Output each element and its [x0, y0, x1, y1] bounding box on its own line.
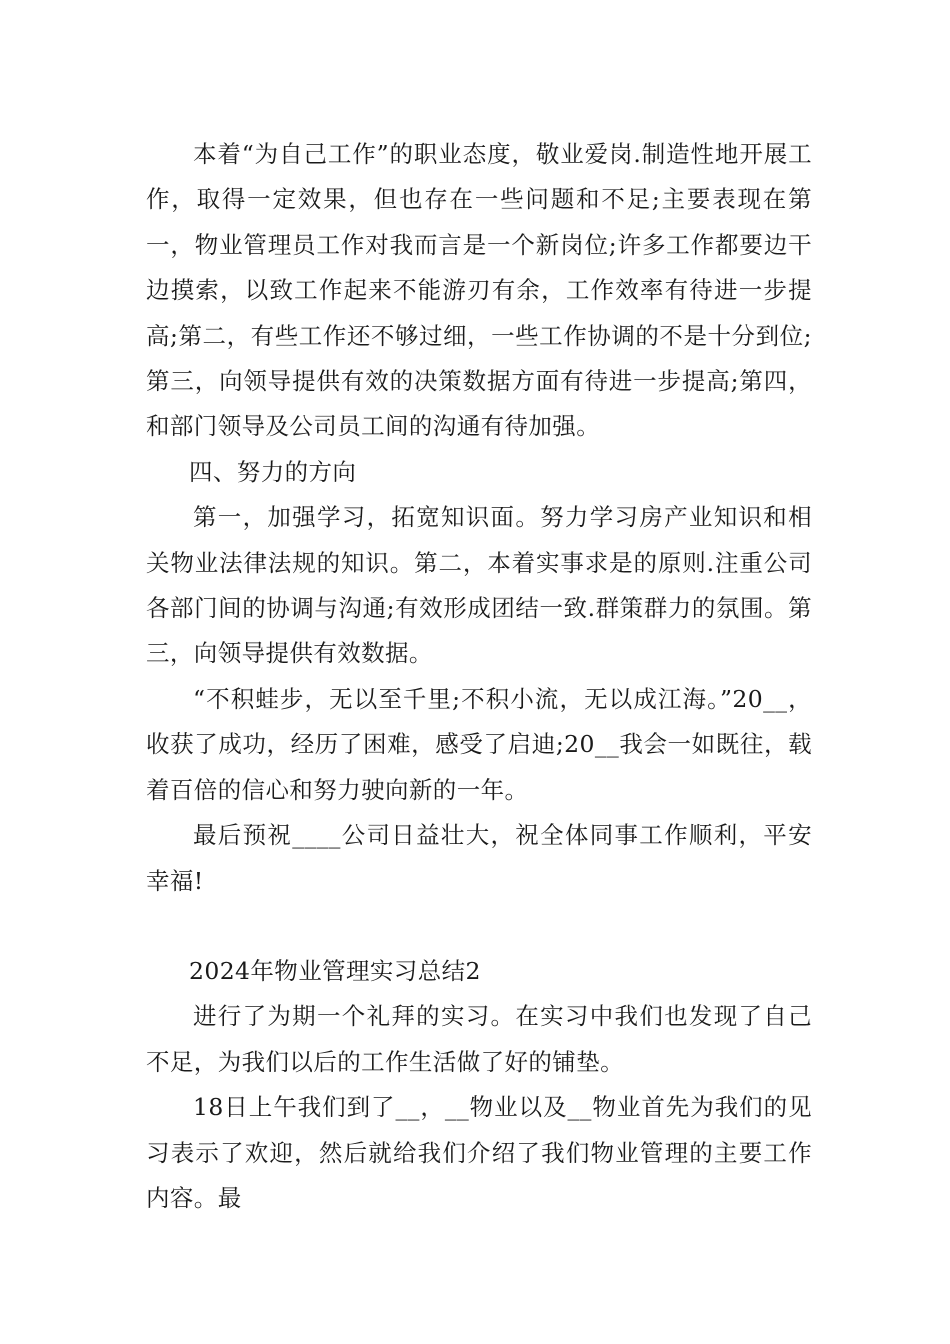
paragraph-first-day: 18日上午我们到了__，__物业以及__物业首先为我们的见习表示了欢迎，然后就给我们介绍了我们物业管理的主要工作内容。最 [146, 1093, 812, 1212]
paragraph-quote: “不积蛙步，无以至千里;不积小流，无以成江海。”20__，收获了成功，经历了困难，感受了启迪;20__我会一如既往，载着百倍的信心和努力驶向新的一年。 [146, 684, 812, 804]
section-title: 2024年物业管理实习总结2 [189, 956, 481, 985]
document-body [146, 132, 812, 1221]
paragraph-wishes: 最后预祝____公司日益壮大，祝全体同事工作顺利，平安幸福! [146, 821, 812, 895]
paragraph-internship: 进行了为期一个礼拜的实习。在实习中我们也发现了自己不足，为我们以后的工作生活做了好的铺垫。 [146, 1002, 812, 1076]
paragraph-problems: 本着“为自己工作”的职业态度，敬业爱岗.制造性地开展工作，取得一定效果，但也存在一些问题和不足;主要表现在第一，物业管理员工作对我而言是一个新岗位;许多工作都要边干边摸索，以致工作起来不能游刃有余，工作效率有待进一步提高;第二，有些工作还不够过细，一些工作协调的不是十分到位;第三，向领导提供有效的决策数据方面有待进一步提高;第四，和部门领导及公司员工间的沟通有待加强。 [146, 140, 812, 441]
heading-direction: 四、努力的方向 [189, 457, 357, 486]
spacer [146, 904, 812, 949]
paragraph-plans: 第一，加强学习，拓宽知识面。努力学习房产业知识和相关物业法律法规的知识。第二，本着实事求是的原则.注重公司各部门间的协调与沟通;有效形成团结一致.群策群力的氛围。第三，向领导提供有效数据。 [146, 503, 812, 668]
